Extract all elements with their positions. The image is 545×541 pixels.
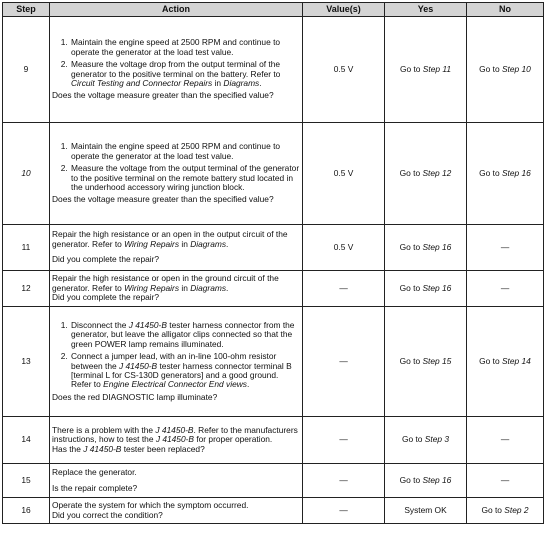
header-yes: Yes <box>385 3 467 17</box>
action-item: 1. Maintain the engine speed at 2500 RPM and continue to operate the generator at the load test value. <box>70 142 300 161</box>
value-cell: — <box>303 307 385 417</box>
table-row <box>3 225 544 271</box>
step-number: 14 <box>3 417 50 464</box>
step-number: 13 <box>3 307 50 417</box>
value-cell: — <box>303 417 385 464</box>
step-number: 16 <box>3 498 50 524</box>
yes-cell: Go to Step 16 <box>385 464 467 498</box>
action-question: Has the J 41450-B tester been replaced? <box>52 443 205 454</box>
table-header-row <box>3 3 544 17</box>
action-text: Repair the high resistance or open in the ground circuit of the generator. Refer to Wiring Repairs in Diagrams. <box>52 273 279 293</box>
yes-cell: Go to Step 11 <box>385 17 467 123</box>
header-no: No <box>467 3 544 17</box>
no-cell: Go to Step 10 <box>467 17 544 123</box>
action-question: Does the voltage measure greater than the specified value? <box>52 194 274 205</box>
action-item: 2. Measure the voltage from the output terminal of the generator to the positive terminal on the remote battery stud located in the underhood accessory wiring junction block. <box>70 164 300 192</box>
table-row <box>3 123 544 225</box>
table-row <box>3 417 544 464</box>
step-number: 12 <box>3 271 50 307</box>
no-cell: — <box>467 225 544 271</box>
step-number: 9 <box>3 17 50 123</box>
action-cell <box>50 225 303 271</box>
diagnostic-page <box>2 2 543 539</box>
no-cell: Go to Step 16 <box>467 123 544 225</box>
no-cell: — <box>467 271 544 307</box>
table-row <box>3 498 544 524</box>
action-cell <box>50 498 303 524</box>
yes-cell: Go to Step 15 <box>385 307 467 417</box>
action-list <box>52 321 300 390</box>
action-text: Replace the generator. <box>52 467 137 478</box>
action-list <box>52 38 300 88</box>
action-question: Is the repair complete? <box>52 482 138 493</box>
action-item: 2. Measure the voltage drop from the output terminal of the generator to the positive terminal on the battery. Refer to Circuit Testing and Connector Repairs in Diagrams. <box>70 60 300 88</box>
action-cell <box>50 417 303 464</box>
value-cell: — <box>303 498 385 524</box>
action-question: Did you complete the repair? <box>52 292 160 303</box>
yes-cell: Go to Step 16 <box>385 225 467 271</box>
no-cell: Go to Step 14 <box>467 307 544 417</box>
yes-cell: Go to Step 3 <box>385 417 467 464</box>
action-question: Does the red DIAGNOSTIC lamp illuminate? <box>52 391 218 402</box>
action-text: There is a problem with the J 41450-B. Refer to the manufacturers instructions, how to test the J 41450-B for proper operation. <box>52 424 298 445</box>
value-cell: — <box>303 464 385 498</box>
action-question: Did you complete the repair? <box>52 254 160 265</box>
yes-cell: System OK <box>385 498 467 524</box>
table-row <box>3 271 544 307</box>
no-cell: Go to Step 2 <box>467 498 544 524</box>
action-question: Did you correct the condition? <box>52 509 163 520</box>
header-values: Value(s) <box>303 3 385 17</box>
no-cell: — <box>467 464 544 498</box>
table-row <box>3 307 544 417</box>
yes-cell: Go to Step 16 <box>385 271 467 307</box>
value-cell: 0.5 V <box>303 17 385 123</box>
step-number: 11 <box>3 225 50 271</box>
action-cell <box>50 464 303 498</box>
action-text: Repair the high resistance or an open in the output circuit of the generator. Refer to Wiring Repairs in Diagrams. <box>52 229 288 249</box>
header-action: Action <box>50 3 303 17</box>
no-cell: — <box>467 417 544 464</box>
table-row <box>3 464 544 498</box>
step-number: 15 <box>3 464 50 498</box>
yes-cell: Go to Step 12 <box>385 123 467 225</box>
action-item: 2. Connect a jumper lead, with an in-line 100-ohm resistor between the J 41450-B tester harness connector terminal B [terminal L for CS-130D generators] and a good ground. Refer to Engine Electrical Connector End views. <box>70 352 300 390</box>
action-cell <box>50 271 303 307</box>
action-cell <box>50 17 303 123</box>
header-step: Step <box>3 3 50 17</box>
value-cell: 0.5 V <box>303 225 385 271</box>
diagnostic-table <box>2 2 544 524</box>
action-cell <box>50 307 303 417</box>
step-number: 10 <box>3 123 50 225</box>
action-list <box>52 142 300 192</box>
value-cell: — <box>303 271 385 307</box>
action-text: Operate the system for which the symptom occurred. <box>52 500 249 511</box>
action-question: Does the voltage measure greater than the specified value? <box>52 90 274 101</box>
action-cell <box>50 123 303 225</box>
table-row <box>3 17 544 123</box>
action-item: 1. Maintain the engine speed at 2500 RPM and continue to operate the generator at the load test value. <box>70 38 300 57</box>
action-item: 1. Disconnect the J 41450-B tester harness connector from the generator, but leave the alligator clips connected so that the green POWER lamp remains illuminated. <box>70 321 300 349</box>
value-cell: 0.5 V <box>303 123 385 225</box>
